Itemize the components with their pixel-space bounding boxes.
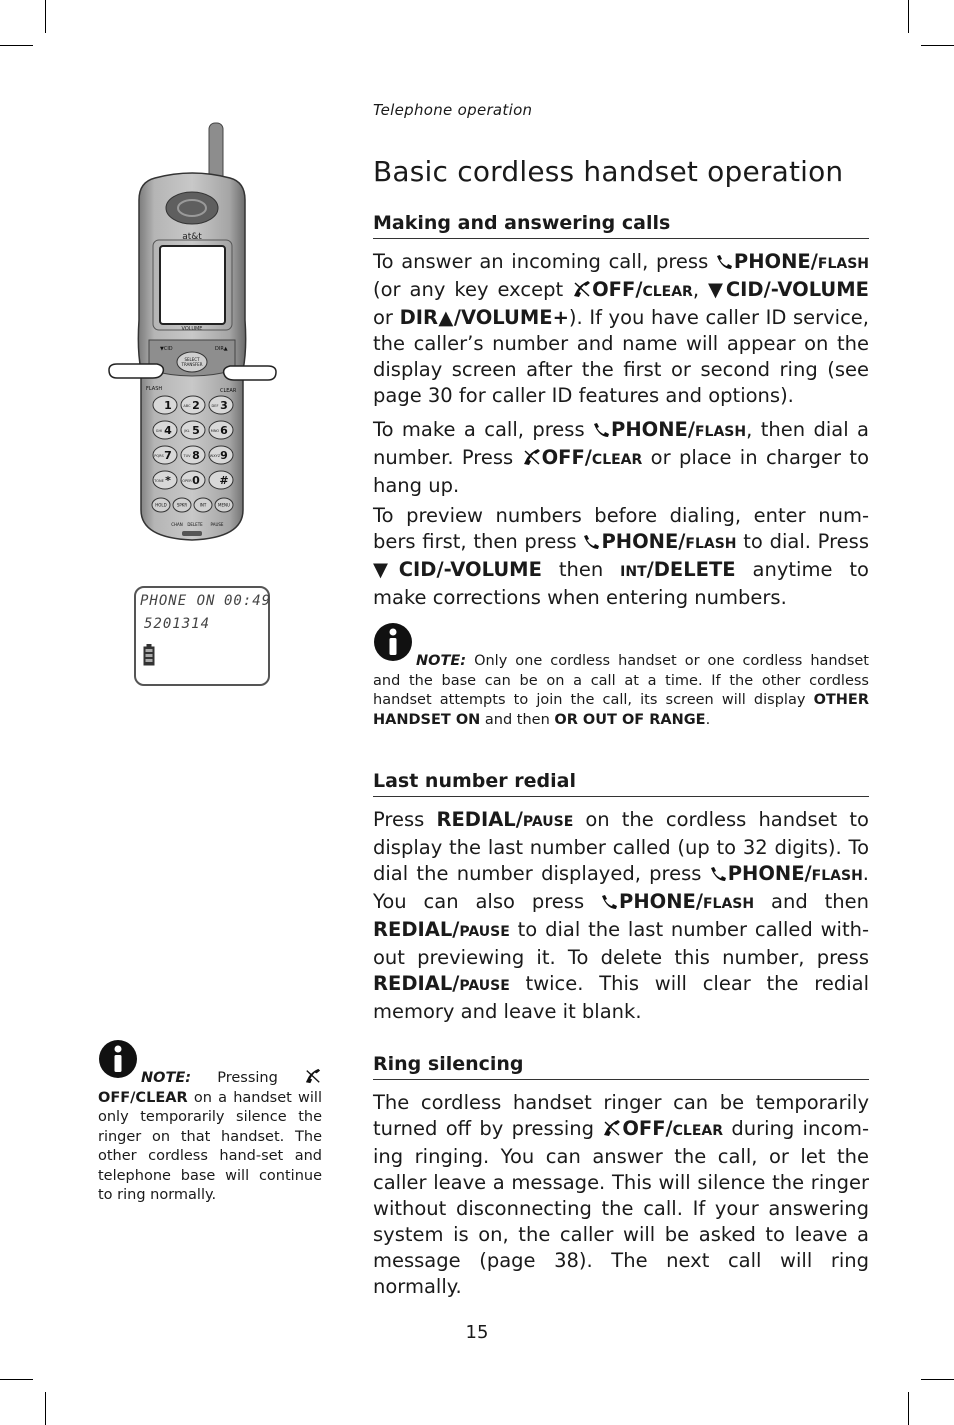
keypad-key-letters: ABC: [183, 404, 191, 408]
keypad-key-letters: TONE: [154, 479, 164, 483]
paragraph-answer-call: To answer an incoming call, press PHONE/FLASH (or any key except OFF/CLEAR, ▼CID/-VOLUME or DIR▲/VOLUME+). If you have caller ID service, the caller’s number and name will appear on the display screen after the first or second ring (see page 30 for caller ID features and options).: [373, 250, 870, 407]
handset-illustration: [105, 120, 280, 545]
page-number: 15: [465, 1322, 489, 1343]
keypad-key-label: 5: [192, 424, 200, 437]
pointing-hand-right: [224, 366, 276, 380]
note-label: NOTE:: [416, 653, 467, 669]
side-note-ringer: NOTE: Pressing OFF/CLEAR on a handset will only temporarily silence the ringer on that handset. The other cordless hand-set and telephone base will continue to ring normally.: [98, 1070, 322, 1203]
lcd-number: 5201314: [144, 616, 211, 632]
keypad-key-letters: DEF: [211, 404, 219, 408]
keypad-key-label: 8: [192, 449, 200, 462]
crop-mark: [45, 1392, 46, 1425]
keypad-key-label: 9: [220, 449, 228, 462]
brand-logo: at&t: [182, 232, 202, 242]
keypad-key-letters: OPER: [182, 479, 192, 483]
keypad-key-label: 7: [164, 449, 172, 462]
keypad-key-label: 2: [192, 399, 200, 412]
keypad-key-label: 1: [164, 399, 172, 412]
crop-mark: [0, 45, 33, 46]
paragraph-preview-numbers: To preview numbers before dialing, enter num-bers first, then press PHONE/FLASH to dial. Press ▼CID/-VOLUME then INT/DELETE anytime to make corrections when entering numbers.: [373, 504, 869, 609]
microphone: [182, 531, 202, 536]
svg-text:TRANSFER: TRANSFER: [181, 362, 203, 367]
crop-mark: [0, 1379, 33, 1380]
paragraph-ring-silencing: The cordless handset ringer can be temporarily turned off by pressing OFF/CLEAR during incom-ing ringing. You can answer the call, or let the caller leave a message. This will silence the ringer without disconnecting the call. If your answering system is on, the caller will be asked to leave a message (page 38). The next call will ring normally.: [373, 1091, 869, 1298]
crop-mark: [908, 0, 909, 33]
function-key-label: MENU: [218, 502, 230, 508]
svg-text:DELETE: DELETE: [187, 522, 203, 527]
off-phone-icon: [522, 448, 542, 466]
phone-icon: [593, 422, 611, 438]
phone-icon: [716, 254, 734, 270]
keypad-key-letters: MNO: [210, 429, 220, 433]
svg-text:▼CID: ▼CID: [160, 346, 173, 352]
keypad-key-label: 6: [220, 424, 228, 437]
svg-text:VOLUME: VOLUME: [181, 326, 203, 332]
section-heading-making-calls: Making and answering calls: [373, 212, 869, 239]
phone-icon: [583, 534, 601, 550]
phone-icon: [710, 866, 728, 882]
paragraph-make-call: To make a call, press PHONE/FLASH, then dial a number. Press OFF/CLEAR or place in charger to hang up.: [373, 418, 869, 497]
keypad-key-label: 3: [220, 399, 228, 412]
page-title: Basic cordless handset operation: [373, 155, 844, 188]
function-key-label: HOLD: [155, 502, 167, 508]
crop-mark: [908, 1392, 909, 1425]
keypad-key-letters: TUV: [183, 454, 191, 458]
function-key-label: INT: [199, 502, 207, 508]
keypad-key-label: *: [165, 474, 171, 487]
crop-mark: [45, 0, 46, 33]
keypad-key-label: 0: [192, 474, 200, 487]
crop-mark: [921, 45, 954, 46]
lcd-timer: 00:49: [224, 593, 272, 609]
svg-text:CLEAR: CLEAR: [220, 388, 237, 394]
svg-text:FLASH: FLASH: [146, 386, 163, 392]
keypad-key-letters: PQRS: [154, 454, 164, 458]
section-heading-redial: Last number redial: [373, 770, 869, 797]
svg-text:DIR▲: DIR▲: [215, 346, 228, 352]
svg-text:SELECT: SELECT: [184, 357, 200, 362]
keypad-key-letters: WXYZ: [209, 454, 221, 458]
note-label: NOTE:: [141, 1070, 192, 1086]
keypad-key-letters: JKL: [184, 429, 190, 433]
svg-text:PAUSE: PAUSE: [210, 522, 224, 527]
keypad-key-letters: GHI: [155, 429, 163, 433]
earpiece: [166, 192, 218, 224]
note-one-handset: NOTE: Only one cordless handset or one cordless handset and the base can be on a call at a time. If the other cordless handset attempts to join the call, its screen will display OTHER HANDSET ON and then OR OUT OF RANGE.: [373, 653, 869, 728]
running-header: Telephone operation: [373, 101, 533, 119]
paragraph-redial: Press REDIAL/PAUSE on the cordless handset to display the last number called (up to 32 digits). To dial the number displayed, press PHONE/FLASH. You can also press PHONE/FLASH and then REDIAL/PAUSE to dial the last number called with-out previewing it. To delete this number, press REDIAL/PAUSE twice. This will clear the redial memory and leave it blank.: [373, 808, 869, 1023]
keypad-key-label: #: [219, 474, 229, 487]
off-phone-icon: [304, 1068, 322, 1084]
lcd-status: PHONE ON: [140, 593, 216, 609]
function-key-label: SPKR: [176, 502, 188, 508]
lcd-display: [134, 586, 270, 686]
pointing-hand-left: [109, 364, 163, 378]
off-phone-icon: [572, 280, 592, 298]
handset-screen: [160, 246, 225, 324]
battery-icon: [143, 644, 155, 666]
keypad-key-label: 4: [164, 424, 172, 437]
crop-mark: [921, 1379, 954, 1380]
phone-icon: [601, 894, 619, 910]
svg-text:CHAN: CHAN: [171, 522, 183, 527]
section-heading-ring-silencing: Ring silencing: [373, 1053, 869, 1080]
off-phone-icon: [602, 1119, 622, 1137]
